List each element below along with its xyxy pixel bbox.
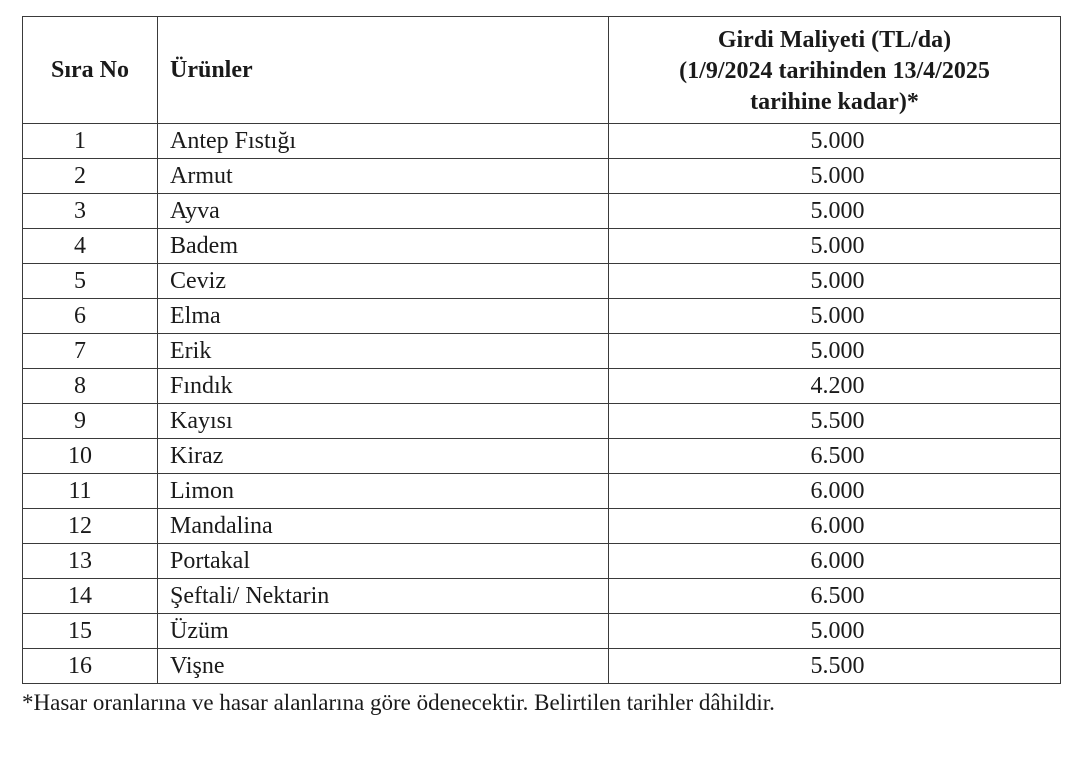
table-row — [23, 474, 1061, 509]
input-cost-value: 5.000 — [609, 229, 1061, 264]
header-cost-line: tarihine kadar)* — [750, 88, 919, 115]
table-row — [23, 229, 1061, 264]
table-row — [23, 439, 1061, 474]
row-number: 4 — [23, 229, 158, 264]
table-row — [23, 369, 1061, 404]
row-number: 6 — [23, 299, 158, 334]
row-number: 8 — [23, 369, 158, 404]
table-row — [23, 299, 1061, 334]
product-name: Kiraz — [158, 439, 609, 474]
row-number: 12 — [23, 509, 158, 544]
row-number: 15 — [23, 614, 158, 649]
row-number: 7 — [23, 334, 158, 369]
table-row — [23, 404, 1061, 439]
product-name: Vişne — [158, 649, 609, 684]
header-sira-no: Sıra No — [23, 17, 158, 124]
input-cost-value: 5.500 — [609, 404, 1061, 439]
row-number: 5 — [23, 264, 158, 299]
input-cost-table — [22, 16, 1061, 684]
table-row — [23, 124, 1061, 159]
table-row — [23, 334, 1061, 369]
row-number: 14 — [23, 579, 158, 614]
row-number: 13 — [23, 544, 158, 579]
table-row — [23, 579, 1061, 614]
input-cost-value: 5.000 — [609, 194, 1061, 229]
input-cost-value: 5.500 — [609, 649, 1061, 684]
product-name: Kayısı — [158, 404, 609, 439]
product-name: Ceviz — [158, 264, 609, 299]
header-cost-line: Girdi Maliyeti (TL/da) — [717, 26, 952, 53]
header-girdi-maliyeti — [609, 17, 1061, 124]
table-row — [23, 264, 1061, 299]
input-cost-value: 6.500 — [609, 439, 1061, 474]
product-name: Antep Fıstığı — [158, 124, 609, 159]
product-name: Üzüm — [158, 614, 609, 649]
table-row — [23, 194, 1061, 229]
product-name: Portakal — [158, 544, 609, 579]
product-name: Mandalina — [158, 509, 609, 544]
footnote: *Hasar oranlarına ve hasar alanlarına göre ödenecektir. Belirtilen tarihler dâhildir. — [22, 690, 775, 715]
table-row — [23, 649, 1061, 684]
input-cost-value: 6.000 — [609, 544, 1061, 579]
row-number: 2 — [23, 159, 158, 194]
input-cost-value: 6.500 — [609, 579, 1061, 614]
header-urunler: Ürünler — [158, 17, 609, 124]
input-cost-value: 5.000 — [609, 159, 1061, 194]
product-name: Ayva — [158, 194, 609, 229]
input-cost-value: 4.200 — [609, 369, 1061, 404]
row-number: 16 — [23, 649, 158, 684]
row-number: 3 — [23, 194, 158, 229]
row-number: 11 — [23, 474, 158, 509]
product-name: Armut — [158, 159, 609, 194]
table-row — [23, 544, 1061, 579]
input-cost-value: 6.000 — [609, 474, 1061, 509]
input-cost-value: 6.000 — [609, 509, 1061, 544]
table-row — [23, 614, 1061, 649]
product-name: Erik — [158, 334, 609, 369]
input-cost-value: 5.000 — [609, 264, 1061, 299]
header-cost-line: (1/9/2024 tarihinden 13/4/2025 — [679, 57, 990, 84]
input-cost-value: 5.000 — [609, 299, 1061, 334]
row-number: 1 — [23, 124, 158, 159]
row-number: 9 — [23, 404, 158, 439]
product-name: Fındık — [158, 369, 609, 404]
product-name: Şeftali/ Nektarin — [158, 579, 609, 614]
input-cost-value: 5.000 — [609, 124, 1061, 159]
table-row — [23, 509, 1061, 544]
table-row — [23, 159, 1061, 194]
product-name: Limon — [158, 474, 609, 509]
table-header-row — [23, 17, 1061, 124]
table-body — [23, 124, 1061, 684]
product-name: Elma — [158, 299, 609, 334]
input-cost-value: 5.000 — [609, 334, 1061, 369]
product-name: Badem — [158, 229, 609, 264]
row-number: 10 — [23, 439, 158, 474]
input-cost-value: 5.000 — [609, 614, 1061, 649]
document — [22, 16, 1060, 718]
